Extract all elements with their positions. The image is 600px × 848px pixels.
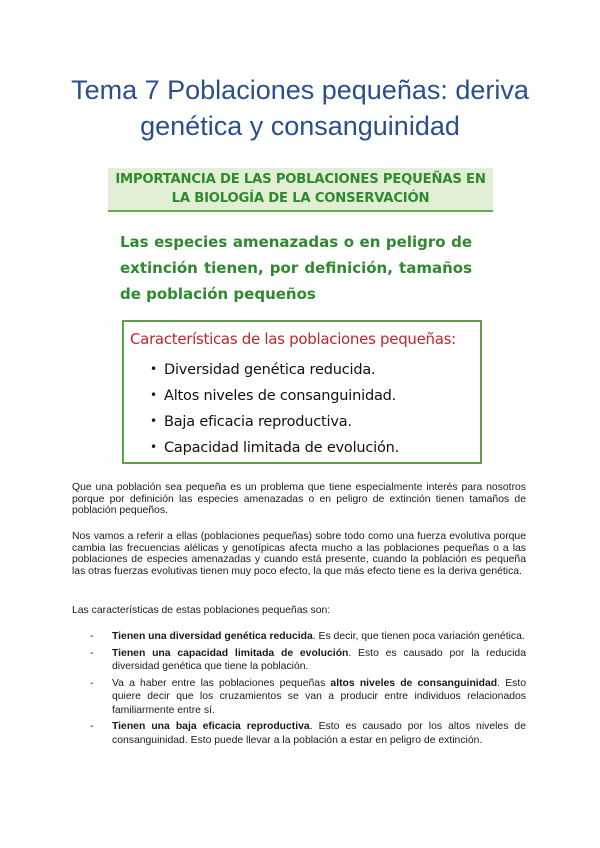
- dash-bullet-icon: -: [90, 647, 94, 659]
- dash-bullet-icon: -: [90, 721, 94, 732]
- paragraph-list-intro: Las características de estas poblaciones pequeñas son:: [72, 605, 331, 616]
- list-item: - Va a haber entre las poblaciones pequeñas altos niveles de consanguinidad. Esto quiere decir que los cruzamientos se van a producir entre individuos relacionados familiarmente entre sí.: [90, 677, 526, 716]
- characteristics-box-title: Características de las poblaciones pequeñas:: [130, 330, 456, 348]
- box-list-item: • Diversidad genética reducida.: [150, 356, 399, 382]
- paragraph-drift: Nos vamos a referir a ellas (poblaciones pequeñas) sobre todo como una fuerza evolutiva porque cambia las frecuencias alélicas y genotípicas afecta mucho a las poblaciones pequeñas o a las poblaciones de especies amenazadas y cuando está presente, cuando la población es pequeña las otras fuerzas evolutivas tienen muy poco efecto, la que más efecto tiene es la deriva genética.: [72, 531, 526, 577]
- lead-statement: Las especies amenazadas o en peligro de extinción tienen, por definición, tamaños de población pequeños: [120, 233, 472, 303]
- list-item: - Tienen una diversidad genética reducida. Es decir, que tienen poca variación genética.: [90, 631, 525, 642]
- box-list-item: • Baja eficacia reproductiva.: [150, 408, 399, 434]
- box-list-item: • Capacidad limitada de evolución.: [150, 434, 399, 460]
- bullet-icon: •: [150, 414, 157, 428]
- list-item: - Tienen una baja eficacia reproductiva. Esto es causado por los altos niveles de consanguinidad. Esto puede llevar a la población a estar en peligro de extinción.: [90, 721, 526, 746]
- characteristics-box-list: [150, 356, 399, 460]
- bullet-icon: •: [150, 362, 157, 376]
- characteristics-list: [72, 630, 526, 750]
- list-item: - Tienen una capacidad limitada de evolución. Esto es causado por la reducida diversidad genética que tiene la población.: [90, 647, 526, 672]
- dash-bullet-icon: -: [90, 677, 94, 689]
- section-banner: [108, 168, 493, 212]
- section-banner-text: IMPORTANCIA DE LAS POBLACIONES PEQUEÑAS EN LA BIOLOGÍA DE LA CONSERVACIÓN: [115, 172, 486, 206]
- box-list-item: • Altos niveles de consanguinidad.: [150, 382, 399, 408]
- bullet-icon: •: [150, 388, 157, 402]
- document-title: Tema 7 Poblaciones pequeñas: deriva genética y consanguinidad: [71, 75, 529, 141]
- characteristics-box: [122, 320, 482, 464]
- bullet-icon: •: [150, 440, 157, 454]
- paragraph-intro: Que una población sea pequeña es un problema que tiene especialmente interés para nosotros porque por definición las especies amenazadas o en peligro de extinción tienen tamaños de población pequeños.: [72, 482, 526, 516]
- dash-bullet-icon: -: [90, 631, 94, 642]
